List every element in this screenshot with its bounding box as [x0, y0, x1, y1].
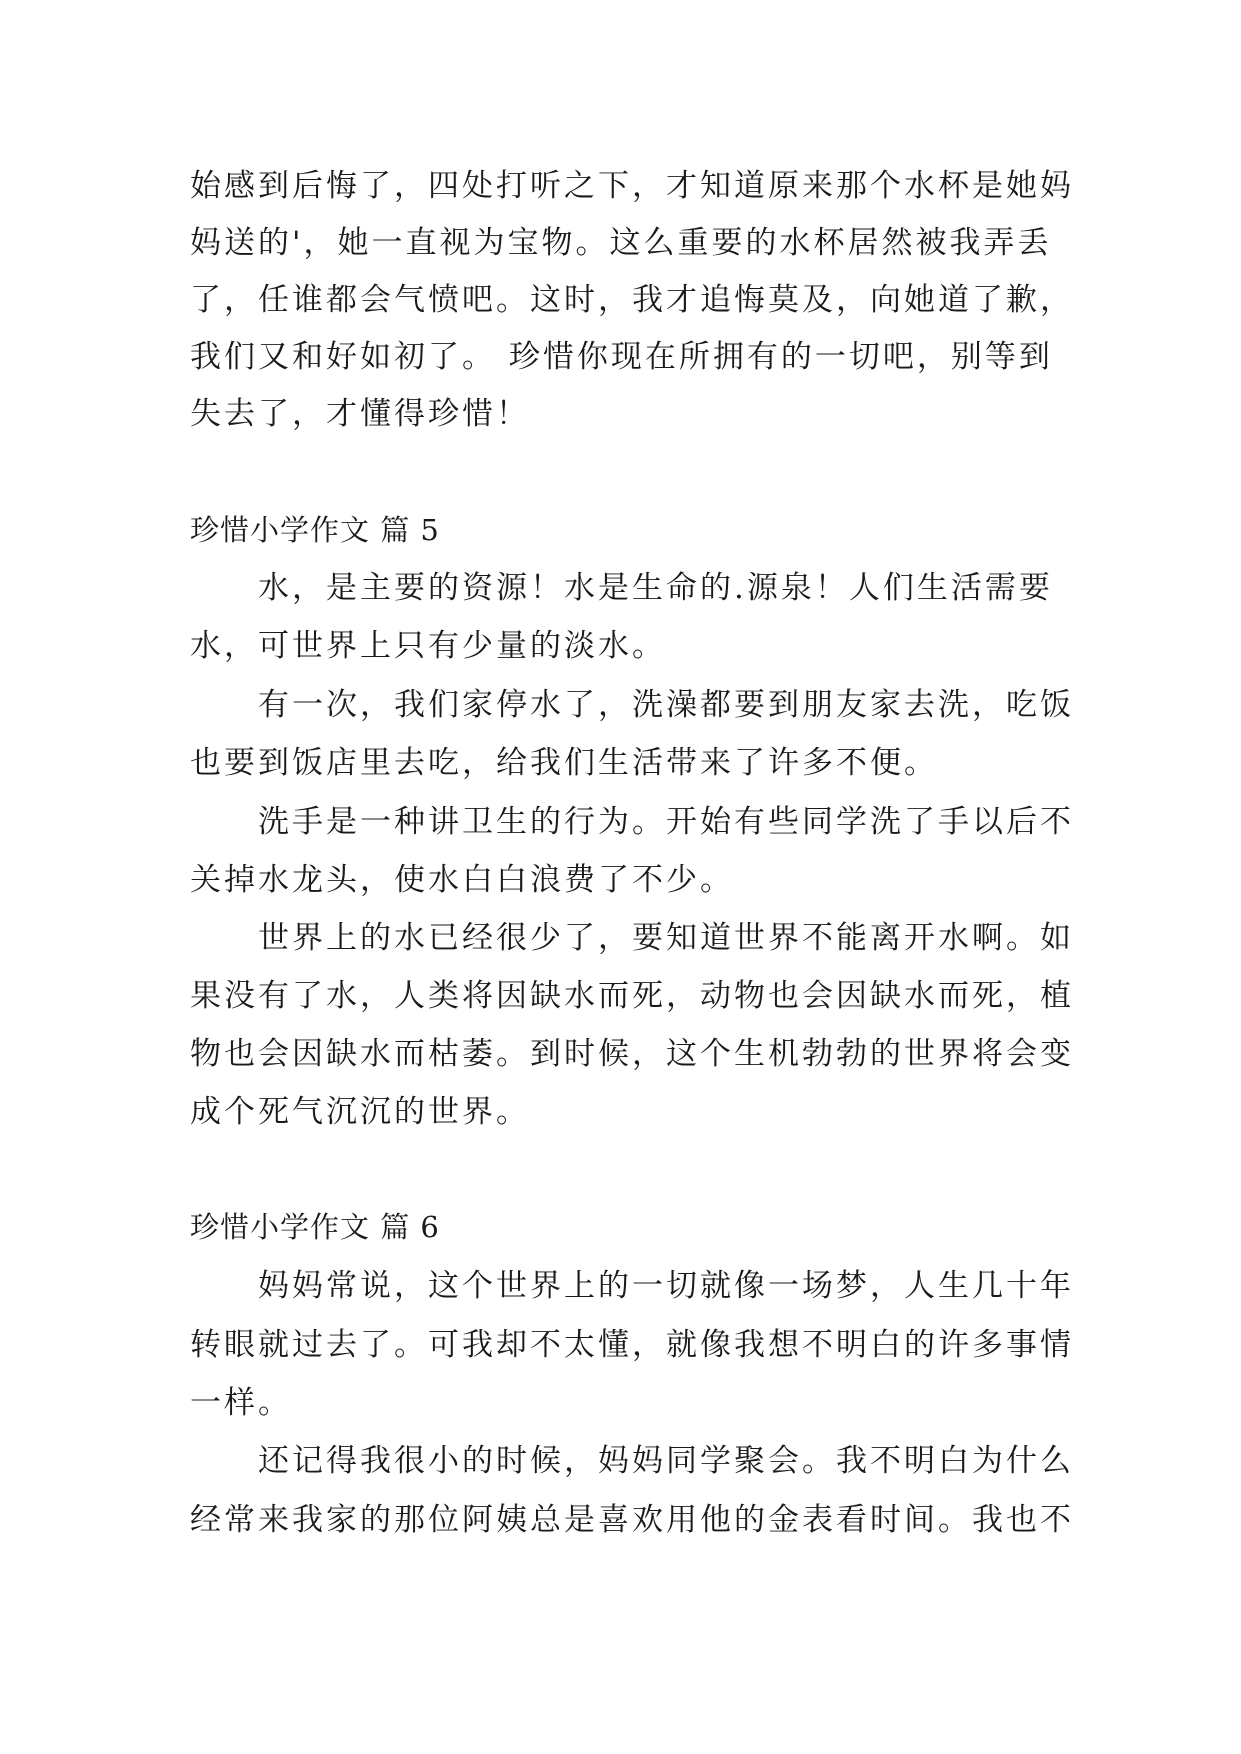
text-line: 经常来我家的那位阿姨总是喜欢用他的金表看时间。我也不: [190, 1502, 1074, 1538]
text-line: 一样。: [190, 1385, 292, 1421]
text-line: 果没有了水，人类将因缺水而死，动物也会因缺水而死，植: [190, 978, 1074, 1014]
text-line: 水，是主要的资源！水是生命的.源泉！人们生活需要: [190, 570, 1053, 606]
text-line: 我们又和好如初了。 珍惜你现在所拥有的一切吧，别等到: [190, 339, 1053, 375]
text-line: 洗手是一种讲卫生的行为。开始有些同学洗了手以后不: [190, 804, 1074, 840]
section-heading: 珍惜小学作文 篇 6: [190, 1210, 440, 1244]
text-line: 成个死气沉沉的世界。: [190, 1094, 530, 1130]
text-line: 有一次，我们家停水了，洗澡都要到朋友家去洗，吃饭: [190, 687, 1074, 723]
text-line: 妈送的'，她一直视为宝物。这么重要的水杯居然被我弄丢: [190, 225, 1052, 261]
text-line: 也要到饭店里去吃，给我们生活带来了许多不便。: [190, 745, 938, 781]
text-line: 转眼就过去了。可我却不太懂，就像我想不明白的许多事情: [190, 1327, 1074, 1363]
text-line: 世界上的水已经很少了，要知道世界不能离开水啊。如: [190, 920, 1074, 956]
text-line: 物也会因缺水而枯萎。到时候，这个生机勃勃的世界将会变: [190, 1036, 1074, 1072]
text-line: 还记得我很小的时候，妈妈同学聚会。我不明白为什么: [190, 1443, 1074, 1479]
text-line: 妈妈常说，这个世界上的一切就像一场梦，人生几十年: [190, 1268, 1074, 1304]
text-line: 失去了，才懂得珍惜！: [190, 396, 530, 432]
section-heading: 珍惜小学作文 篇 5: [190, 513, 440, 547]
text-line: 水，可世界上只有少量的淡水。: [190, 628, 666, 664]
text-line: 始感到后悔了，四处打听之下，才知道原来那个水杯是她妈: [190, 168, 1074, 204]
text-line: 关掉水龙头，使水白白浪费了不少。: [190, 862, 734, 898]
text-line: 了，任谁都会气愤吧。这时，我才追悔莫及，向她道了歉，: [190, 282, 1074, 318]
